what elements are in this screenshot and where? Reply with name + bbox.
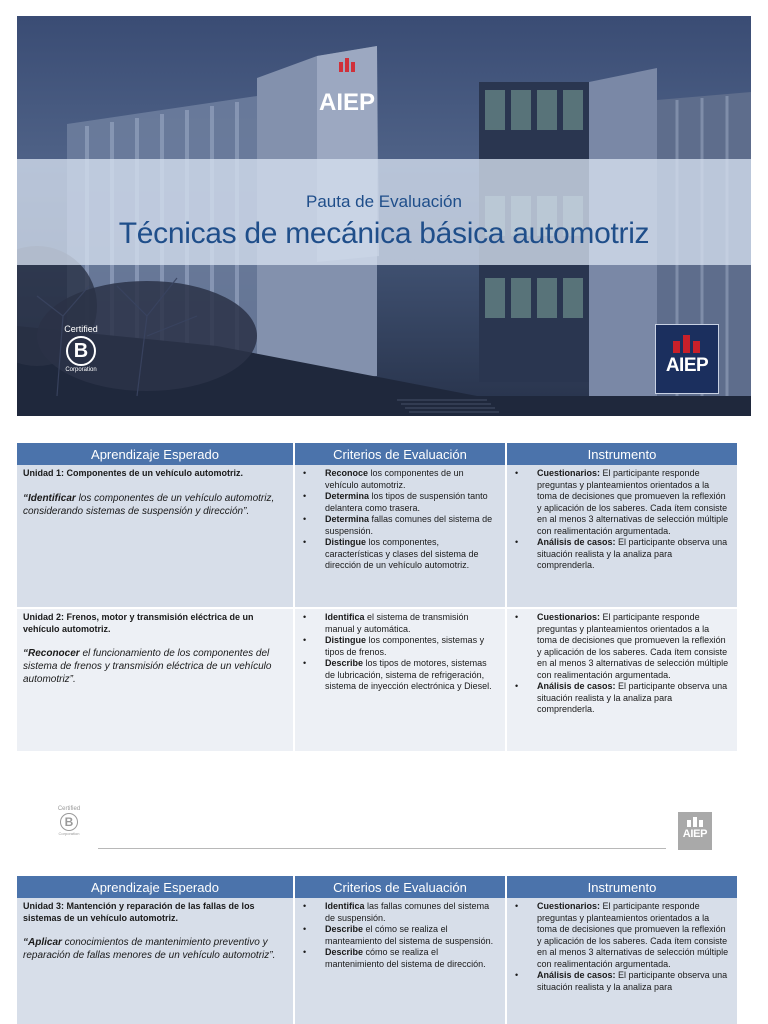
page2-b-corp-logo bbox=[52, 806, 86, 836]
instrumento-cell bbox=[506, 608, 737, 752]
header-aprendizaje-esperado: Aprendizaje Esperado bbox=[17, 443, 294, 465]
cover-banner bbox=[17, 16, 751, 416]
learning-outcome-verb: “Reconocer bbox=[23, 648, 80, 659]
instrument-label: Análisis de casos: bbox=[537, 537, 616, 547]
page2-aiep-logo bbox=[678, 812, 712, 850]
b-corp-certified-logo bbox=[53, 324, 109, 373]
criterion-verb: Describe bbox=[325, 924, 364, 934]
table-row-unit-1 bbox=[17, 465, 737, 608]
instrument-label: Análisis de casos: bbox=[537, 970, 616, 980]
bcorp-certified-label: Certified bbox=[64, 324, 98, 334]
instrument-label: Cuestionarios: bbox=[537, 901, 601, 911]
instrument-text: El participante observa una situación realista y la analiza para comprenderla. bbox=[537, 537, 728, 570]
instrument-item bbox=[513, 612, 731, 681]
instrument-item bbox=[513, 537, 731, 572]
aiep-logo-bars-icon bbox=[669, 335, 705, 353]
instrument-item bbox=[513, 681, 731, 716]
criterios-cell bbox=[294, 898, 506, 1024]
aprendizaje-cell bbox=[17, 608, 294, 752]
aiep-logo-text: AIEP bbox=[665, 355, 709, 376]
unit-title: Unidad 3: Mantención y reparación de las fallas de los sistemas de un vehículo automotriz. bbox=[23, 901, 255, 923]
instrument-item bbox=[513, 468, 731, 537]
table-header-row bbox=[17, 443, 737, 465]
instrumento-cell bbox=[506, 465, 737, 608]
instrument-label: Cuestionarios: bbox=[537, 612, 601, 622]
aiep-logo bbox=[655, 324, 719, 394]
criterion-verb: Determina bbox=[325, 491, 370, 501]
criterion-text: el cómo se realiza el manteamiento del sistema de suspensión. bbox=[325, 924, 494, 946]
criterion-verb: Describe bbox=[325, 658, 364, 668]
instrument-text: El participante responde preguntas y planteamientos orientados a la toma de decisiones que promueven la reflexión y aplicación de los saberes. Cada ítem consiste en al menos 3 alternativas de selección múltiple con realimentación argumentada. bbox=[537, 901, 729, 969]
criterion-item bbox=[301, 491, 499, 514]
bcorp-certified-label: Certified bbox=[57, 806, 81, 812]
page2-header-divider bbox=[98, 848, 666, 849]
bcorp-b-mark: B bbox=[66, 336, 96, 366]
evaluation-table-1 bbox=[17, 443, 737, 753]
instrument-item bbox=[513, 901, 731, 970]
criterion-text: fallas comunes del sistema de suspensión. bbox=[325, 514, 493, 536]
learning-outcome-verb: “Identificar bbox=[23, 492, 76, 504]
header-criterios-evaluacion: Criterios de Evaluación bbox=[294, 876, 506, 898]
aprendizaje-cell bbox=[17, 465, 294, 608]
header-instrumento: Instrumento bbox=[506, 876, 737, 898]
criterion-verb: Distingue bbox=[325, 537, 367, 547]
bcorp-b-mark: B bbox=[60, 813, 78, 831]
criterion-item bbox=[301, 612, 499, 635]
header-criterios-evaluacion: Criterios de Evaluación bbox=[294, 443, 506, 465]
header-instrumento: Instrumento bbox=[506, 443, 737, 465]
instrument-item bbox=[513, 970, 731, 993]
instrument-label: Cuestionarios: bbox=[537, 468, 601, 478]
instrument-text: El participante observa una situación realista y la analiza para bbox=[537, 970, 728, 992]
learning-outcome-text: conocimientos de mantenimiento preventivo y reparación de fallas menores de un vehículo automotriz”. bbox=[23, 937, 276, 961]
bcorp-corporation-label: Corporation bbox=[65, 367, 97, 373]
cover-subtitle: Pauta de Evaluación bbox=[306, 192, 462, 211]
criterion-item bbox=[301, 514, 499, 537]
learning-outcome-text: los componentes de un vehículo automotriz, considerando sistemas de suspensión y dirección”. bbox=[23, 492, 275, 517]
criterion-item bbox=[301, 658, 499, 693]
instrument-text: El participante responde preguntas y planteamientos orientados a la toma de decisiones que promueven la reflexión y aplicación de los saberes. Cada ítem consiste en al menos 3 alternativas de selección múltiple con realimentación argumentada. bbox=[537, 612, 729, 680]
criterion-text: las fallas comunes del sistema de suspensión. bbox=[325, 901, 490, 923]
criterion-item bbox=[301, 468, 499, 491]
aiep-logo-bars-icon bbox=[685, 817, 705, 827]
instrument-label: Análisis de casos: bbox=[537, 681, 616, 691]
criterion-verb: Reconoce bbox=[325, 468, 369, 478]
criterion-item bbox=[301, 947, 499, 970]
criterion-text: los componentes, características y clases del sistema de dirección de un vehículo automotriz. bbox=[325, 537, 479, 570]
learning-outcome bbox=[23, 936, 287, 962]
criterios-cell bbox=[294, 465, 506, 608]
criterion-text: cómo se realiza el mantenimiento del sistema de dirección. bbox=[325, 947, 486, 969]
criterion-verb: Identifica bbox=[325, 612, 365, 622]
learning-outcome-verb: “Aplicar bbox=[23, 937, 62, 948]
instrument-text: El participante responde preguntas y planteamientos orientados a la toma de decisiones que promueven la reflexión y aplicación de los saberes. Cada ítem consiste en al menos 3 alternativas de selección múltiple con realimentación argumentada. bbox=[537, 468, 729, 536]
unit-title: Unidad 1: Componentes de un vehículo automotriz. bbox=[23, 468, 244, 478]
criterion-item bbox=[301, 635, 499, 658]
criterion-text: el sistema de transmisión manual y automática. bbox=[325, 612, 469, 634]
aprendizaje-cell bbox=[17, 898, 294, 1024]
criterion-item bbox=[301, 537, 499, 572]
header-aprendizaje-esperado: Aprendizaje Esperado bbox=[17, 876, 294, 898]
criterion-verb: Distingue bbox=[325, 635, 367, 645]
table-row-unit-3 bbox=[17, 898, 737, 1024]
criterion-text: los componentes de un vehículo automotriz. bbox=[325, 468, 464, 490]
criterios-cell bbox=[294, 608, 506, 752]
learning-outcome-text: el funcionamiento de los componentes del sistema de frenos y transmisión eléctrica de un vehículo automotriz”. bbox=[23, 648, 272, 685]
learning-outcome bbox=[23, 492, 287, 518]
instrument-text: El participante observa una situación realista y la analiza para comprenderla. bbox=[537, 681, 728, 714]
unit-title: Unidad 2: Frenos, motor y transmisión eléctrica de un vehículo automotriz. bbox=[23, 612, 254, 634]
bcorp-corporation-label: Corporation bbox=[58, 831, 80, 836]
instrumento-cell bbox=[506, 898, 737, 1024]
criterion-item bbox=[301, 901, 499, 924]
criterion-item bbox=[301, 924, 499, 947]
learning-outcome bbox=[23, 647, 287, 686]
building-sign-text: AIEP bbox=[319, 89, 376, 116]
criterion-verb: Determina bbox=[325, 514, 370, 524]
cover-title: Técnicas de mecánica básica automotriz bbox=[118, 217, 650, 250]
table-row-unit-2 bbox=[17, 608, 737, 752]
table-header-row bbox=[17, 876, 737, 898]
criterion-text: los componentes, sistemas y tipos de frenos. bbox=[325, 635, 485, 657]
evaluation-table-2 bbox=[17, 876, 737, 1024]
criterion-text: los tipos de motores, sistemas de lubricación, sistema de refrigeración, sistema de inyección electrónica y Diesel. bbox=[325, 658, 492, 691]
criterion-verb: Identifica bbox=[325, 901, 365, 911]
aiep-logo-text: AIEP bbox=[682, 828, 708, 840]
criterion-verb: Describe bbox=[325, 947, 364, 957]
criterion-text: los tipos de suspensión tanto delantera como trasera. bbox=[325, 491, 488, 513]
